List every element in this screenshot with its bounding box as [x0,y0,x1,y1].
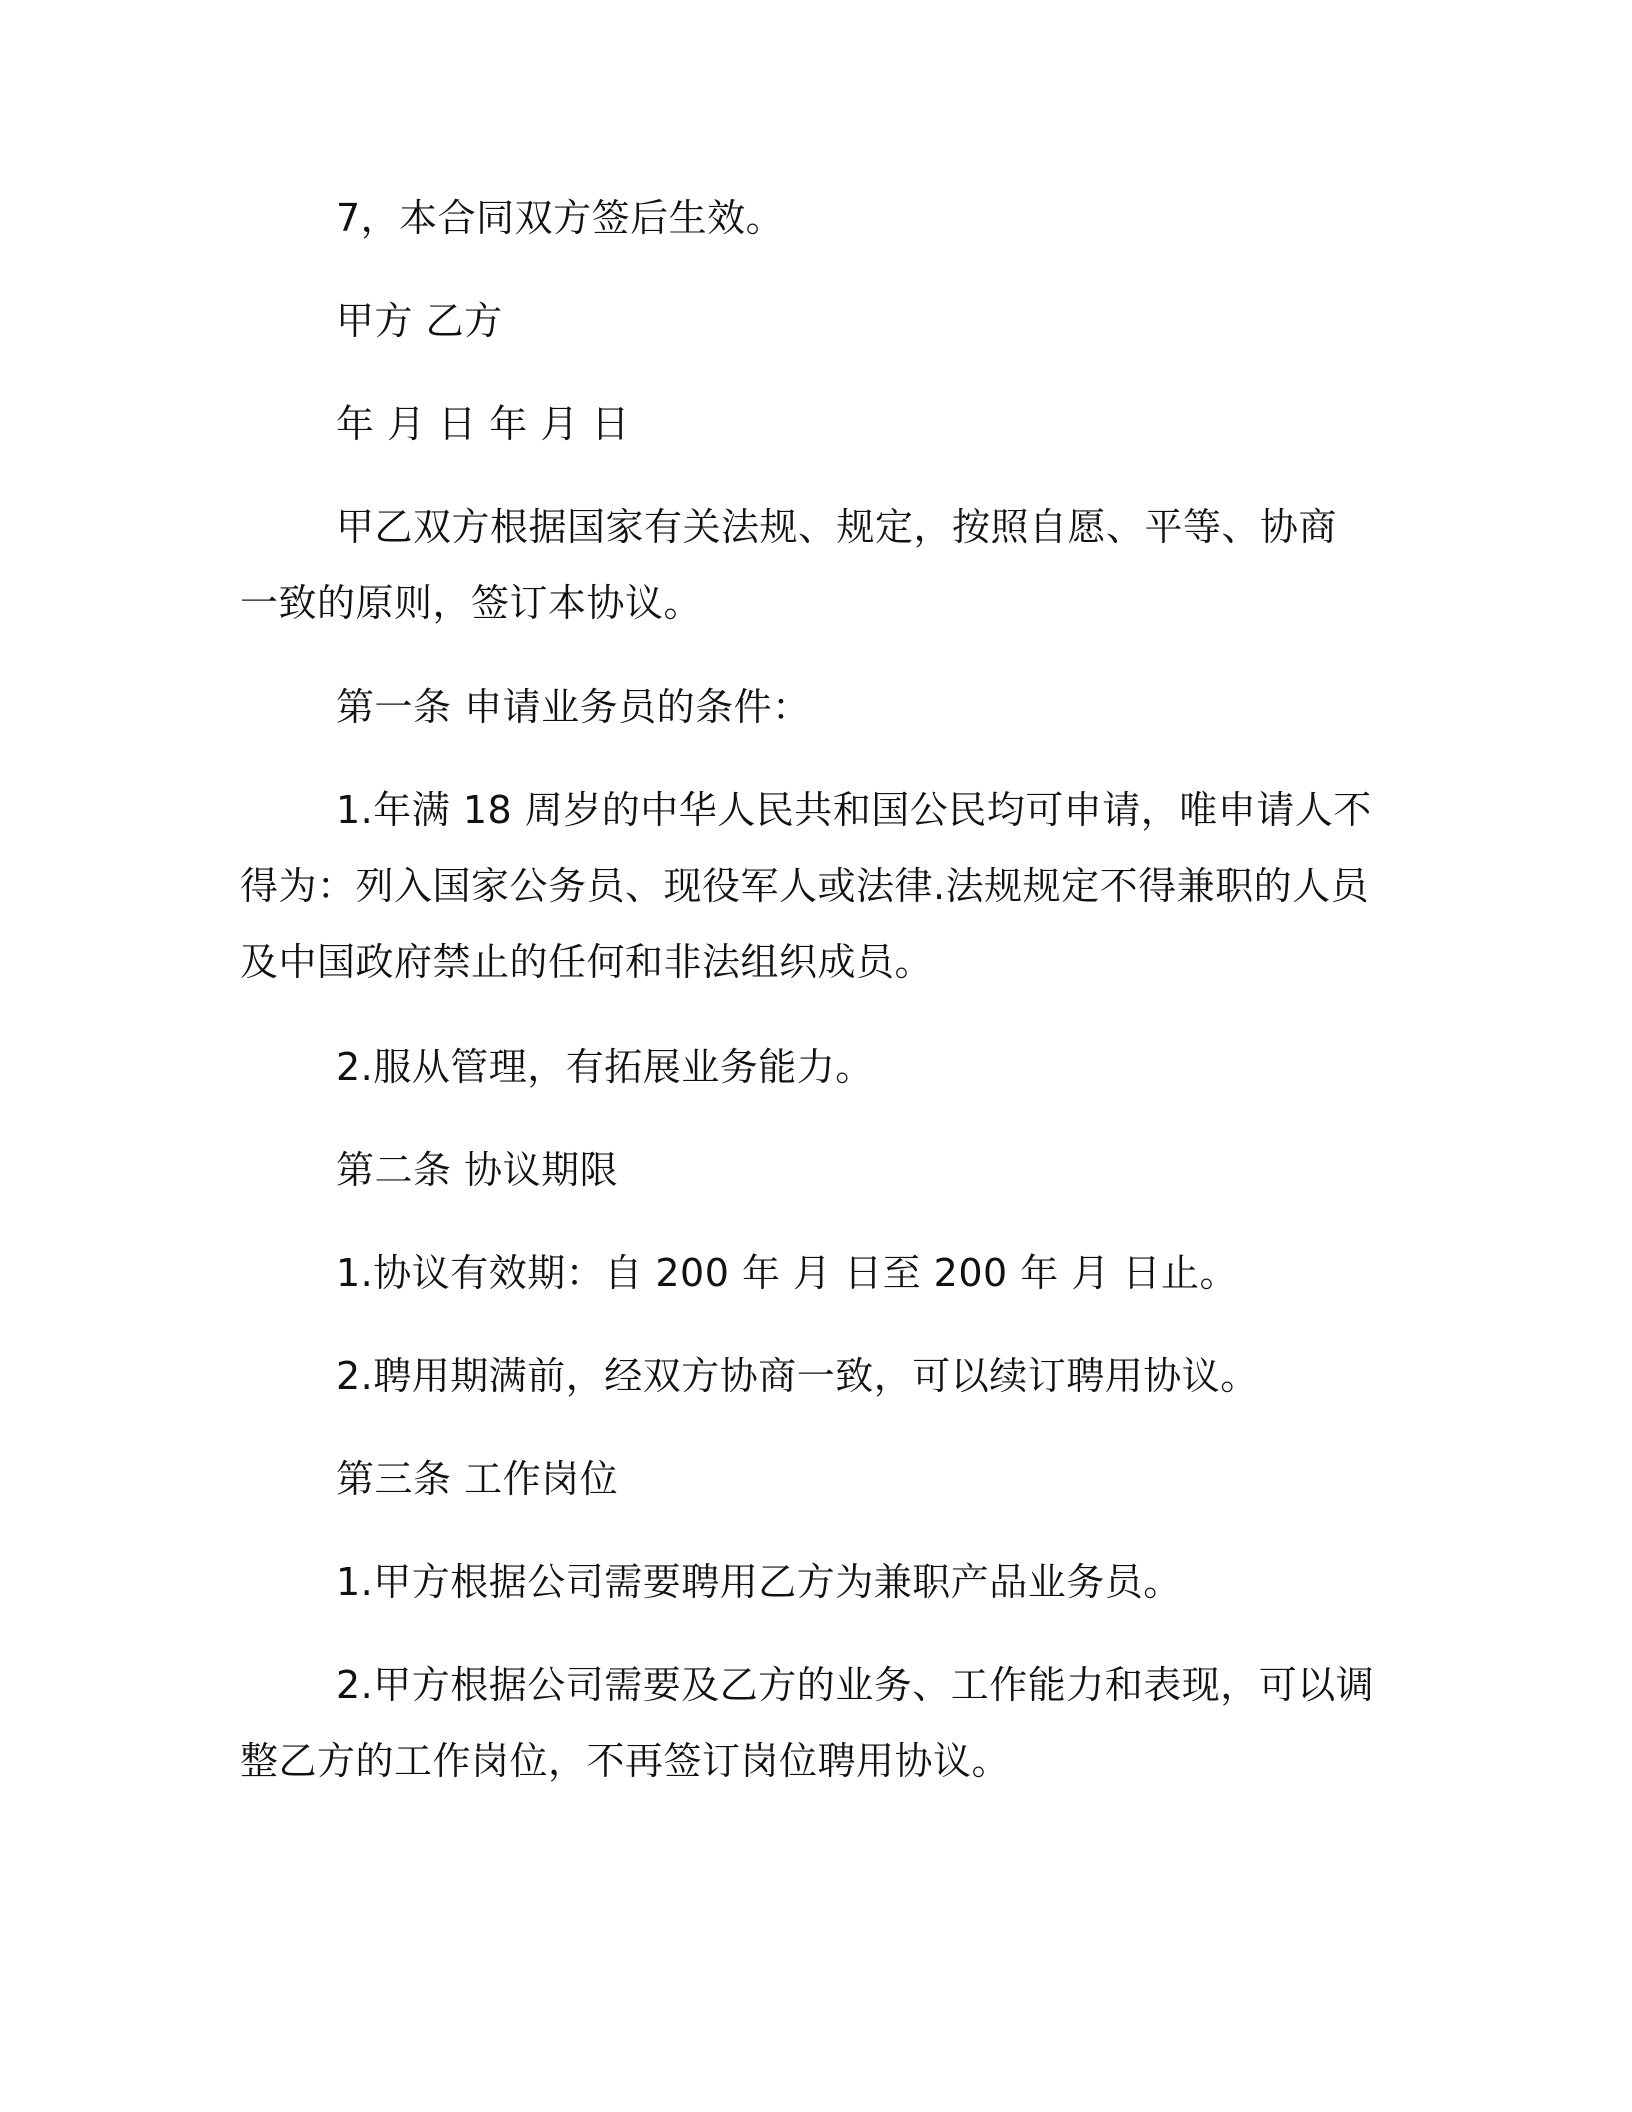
article-1-item-2: 2.服从管理，有拓展业务能力。 [336,1045,874,1089]
article-3-item-2: 2.甲方根据公司需要及乙方的业务、工作能力和表现，可以调整乙方的工作岗位，不再签订岗位聘用协议。 [240,1663,1375,1783]
article-3-heading: 第三条 工作岗位 [336,1457,619,1501]
clause-7-effective: 7，本合同双方签后生效。 [336,196,785,240]
article-2-heading: 第二条 协议期限 [336,1148,619,1192]
article-2-item-2: 2.聘用期满前，经双方协商一致，可以续订聘用协议。 [336,1354,1259,1398]
article-2-item-1: 1.协议有效期：自 200 年 月 日至 200 年 月 日止。 [336,1251,1238,1295]
party-labels: 甲方 乙方 [336,299,503,343]
article-1-heading: 第一条 申请业务员的条件： [336,685,811,729]
article-1-item-1: 1.年满 18 周岁的中华人民共和国公民均可申请，唯申请人不得为：列入国家公务员、现役军人或法律.法规规定不得兼职的人员及中国政府禁止的任何和非法组织成员。 [240,788,1372,984]
article-3-item-1: 1.甲方根据公司需要聘用乙方为兼职产品业务员。 [336,1560,1182,1604]
signature-dates: 年 月 日 年 月 日 [336,402,630,446]
intro-paragraph: 甲乙双方根据国家有关法规、规定，按照自愿、平等、协商一致的原则，签订本协议。 [240,505,1338,625]
